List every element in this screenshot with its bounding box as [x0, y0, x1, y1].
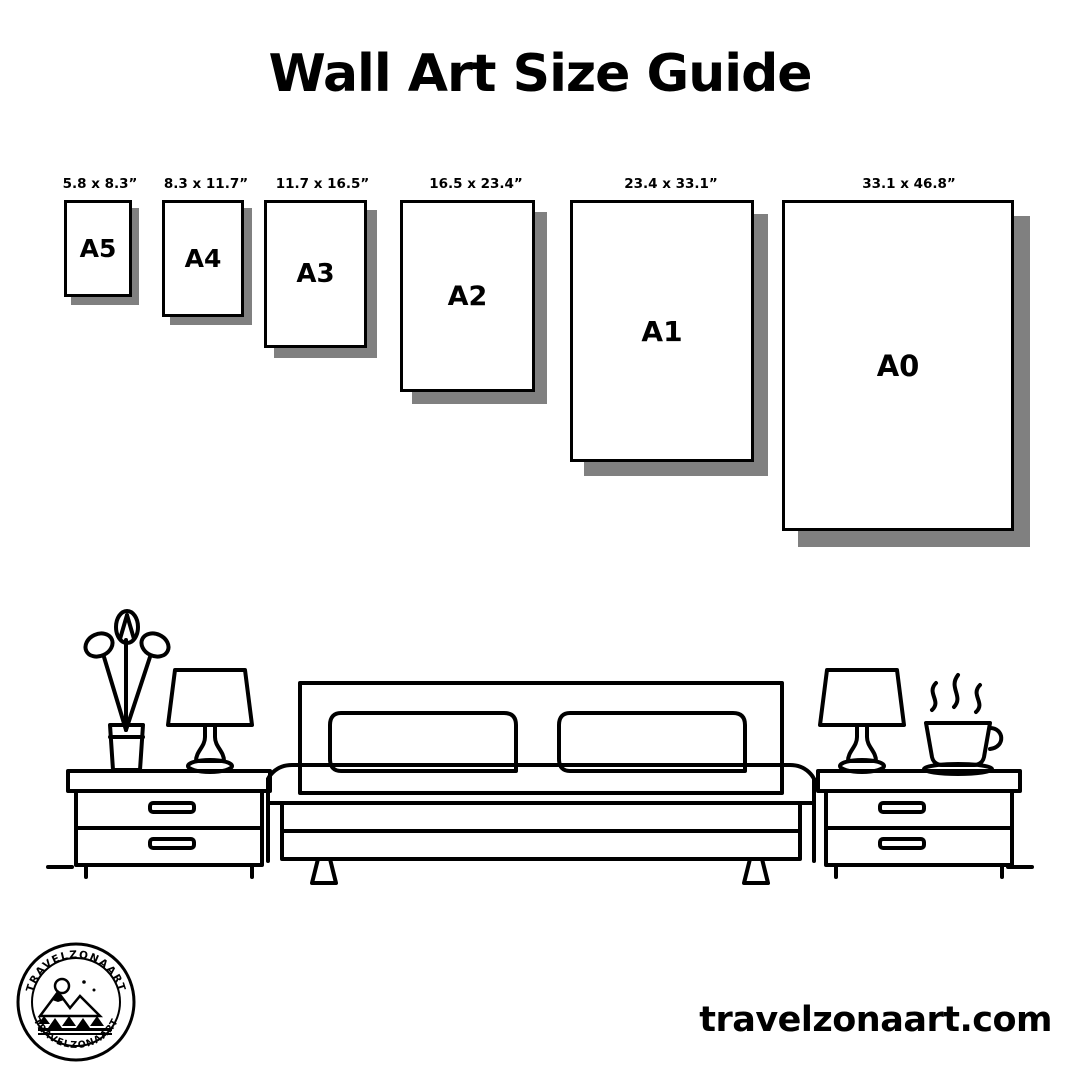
- frame-box-a0: [782, 200, 1014, 531]
- bed: [268, 683, 814, 883]
- frame-box-a4: [162, 200, 244, 317]
- frame-group-a1: [566, 176, 776, 506]
- page-title: Wall Art Size Guide: [268, 44, 812, 104]
- frame-label-a4: A4: [184, 244, 222, 273]
- svg-text:TRAVELZONAART: TRAVELZONAART: [24, 948, 128, 994]
- frame-dimensions-a4: 8.3 x 11.7”: [163, 176, 249, 192]
- frame-dimensions-a3: 11.7 x 16.5”: [275, 176, 370, 192]
- frame-label-a1: A1: [641, 314, 683, 348]
- frame-dimensions-a5: 5.8 x 8.3”: [62, 176, 138, 192]
- frame-label-a5: A5: [79, 234, 117, 263]
- frame-dimensions-a0: 33.1 x 46.8”: [862, 176, 956, 192]
- frame-group-a5: [60, 176, 140, 316]
- frame-label-a2: A2: [447, 280, 488, 312]
- frame-group-a4: [158, 176, 254, 346]
- nightstand-left: [68, 771, 270, 877]
- frame-box-a3: [264, 200, 367, 348]
- frame-group-a2: [396, 176, 556, 436]
- vase-with-flowers: [82, 611, 173, 770]
- frame-dimensions-a1: 23.4 x 33.1”: [624, 176, 718, 192]
- frame-box-a1: [570, 200, 754, 462]
- frame-group-a3: [260, 176, 385, 391]
- frame-box-a2: [400, 200, 535, 392]
- frame-label-a0: A0: [876, 348, 920, 383]
- frame-dimensions-a2: 16.5 x 23.4”: [429, 176, 523, 192]
- frame-box-a5: [64, 200, 132, 297]
- frame-label-a3: A3: [296, 259, 335, 289]
- table-lamp-right: [820, 670, 904, 772]
- website-url: travelzonaart.com: [699, 1000, 1052, 1040]
- brand-logo: [14, 940, 138, 1064]
- nightstand-right: [818, 771, 1020, 877]
- svg-text:TRAVELZONAART: TRAVELZONAART: [30, 1016, 122, 1052]
- coffee-cup: [924, 675, 1001, 774]
- bedroom-illustration: [0, 565, 1080, 915]
- table-lamp-left: [168, 670, 252, 772]
- frame-group-a0: [778, 176, 1040, 596]
